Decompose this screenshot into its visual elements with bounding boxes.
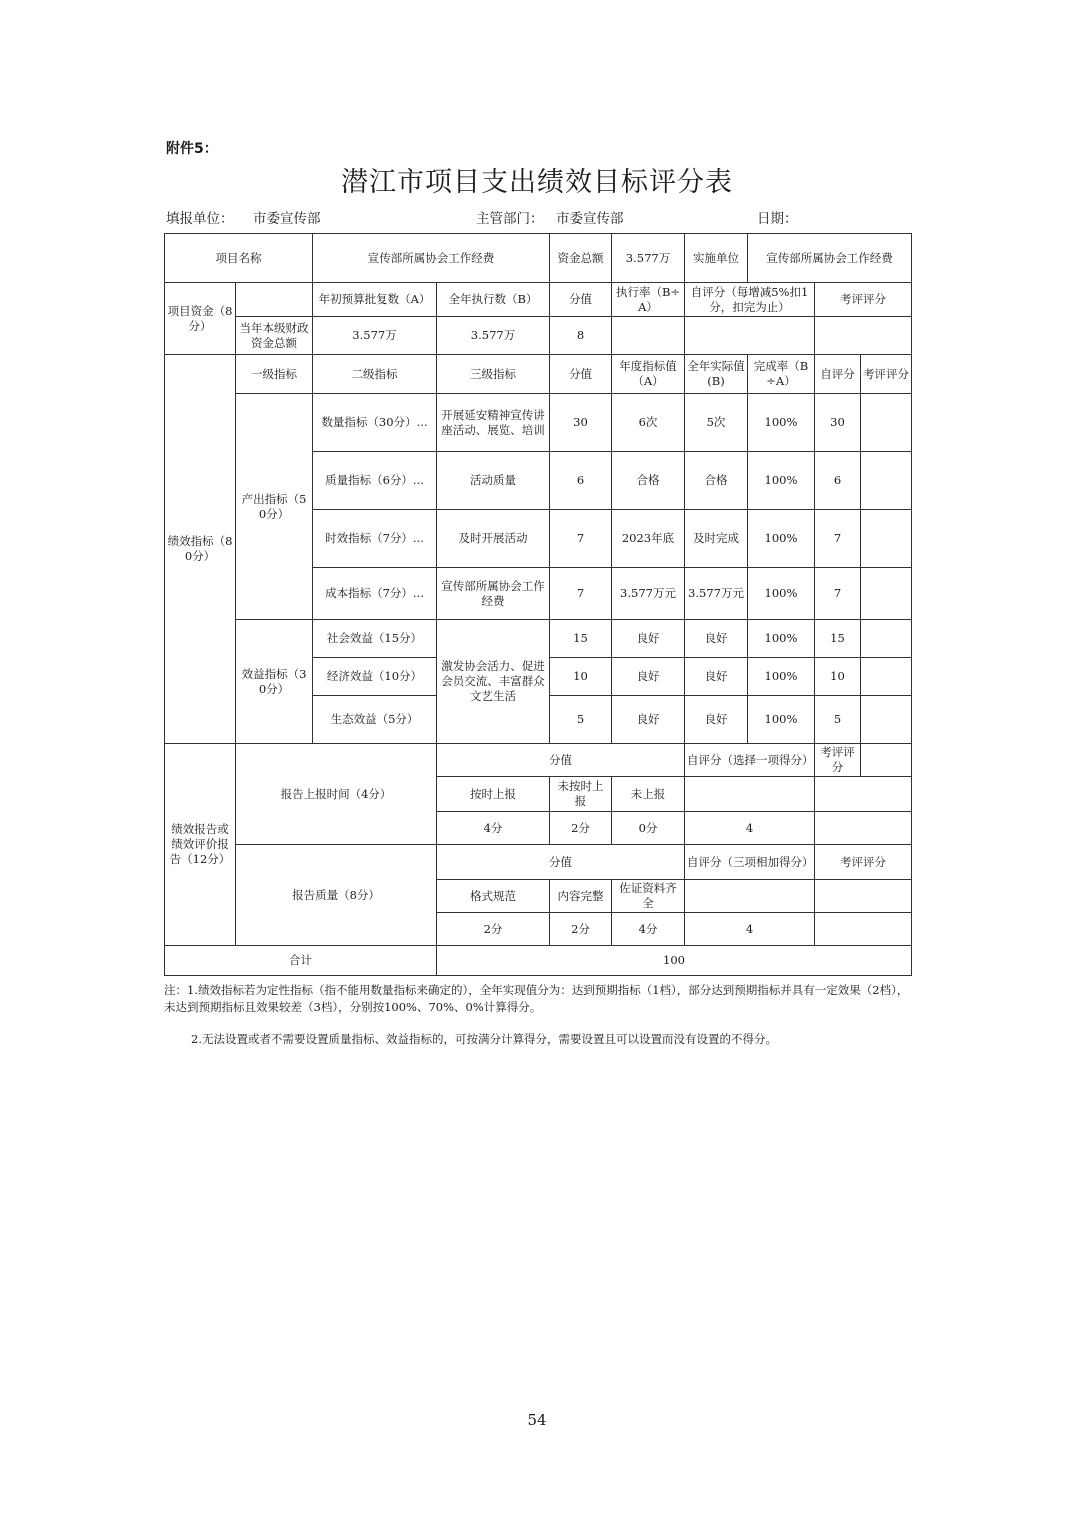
fund-total-label: 资金总额 (550, 234, 612, 283)
score-header: 分值 (550, 355, 612, 394)
level2-header: 二级指标 (313, 355, 437, 394)
impl-unit-label: 实施单位 (685, 234, 748, 283)
project-name-label: 项目名称 (165, 234, 313, 283)
target-cell: 6次 (612, 394, 685, 452)
empty-cell (861, 744, 912, 777)
rt-review-label: 考评评分 (815, 744, 861, 777)
benefit-level3-cell: 激发协会活力、促进会员交流、丰富群众文艺生活 (437, 620, 550, 744)
empty-cell (815, 913, 912, 946)
rt-option-none: 未上报 (612, 777, 685, 812)
rt-score-label: 分值 (437, 744, 685, 777)
empty-cell (685, 317, 815, 355)
benefit-group-label: 效益指标（30分） (236, 620, 313, 744)
self-cell: 7 (815, 568, 861, 620)
review-cell (861, 658, 912, 696)
actual-cell: 良好 (685, 658, 748, 696)
rq-option-content: 内容完整 (550, 880, 612, 913)
col-exec-header: 全年执行数（B） (437, 283, 550, 317)
actual-cell: 良好 (685, 696, 748, 744)
budget-value: 3.577万 (313, 317, 437, 355)
table-row (165, 394, 912, 452)
total-label: 合计 (165, 946, 437, 976)
score-cell: 7 (550, 510, 612, 568)
rq-self-value: 4 (685, 913, 815, 946)
score-cell: 30 (550, 394, 612, 452)
score-table (164, 233, 912, 976)
rt-points-none: 0分 (612, 812, 685, 845)
target-cell: 良好 (612, 696, 685, 744)
empty-cell (685, 880, 815, 913)
actual-cell: 5次 (685, 394, 748, 452)
date-label: 日期： (757, 211, 798, 227)
col-score-header: 分值 (550, 283, 612, 317)
table-row (165, 620, 912, 658)
attachment-label: 附件5： (166, 141, 218, 157)
competent-dept-value: 市委宣传部 (556, 211, 624, 227)
level3-header: 三级指标 (437, 355, 550, 394)
score-cell: 6 (550, 452, 612, 510)
col-self-header: 自评分（每增减5%扣1分，扣完为止） (685, 283, 815, 317)
total-value: 100 (437, 946, 912, 976)
target-cell: 合格 (612, 452, 685, 510)
self-cell: 7 (815, 510, 861, 568)
report-section-label: 绩效报告或绩效评价报告（12分） (165, 744, 236, 946)
rate-cell: 100% (748, 452, 815, 510)
self-header: 自评分 (815, 355, 861, 394)
rate-cell: 100% (748, 620, 815, 658)
empty-cell (815, 317, 912, 355)
level3-cell: 宣传部所属协会工作经费 (437, 568, 550, 620)
target-header: 年度指标值（A） (612, 355, 685, 394)
rt-self-label: 自评分（选择一项得分） (685, 744, 815, 777)
col-budget-header: 年初预算批复数（A） (313, 283, 437, 317)
rt-points-ontime: 4分 (437, 812, 550, 845)
review-cell (861, 568, 912, 620)
rq-option-format: 格式规范 (437, 880, 550, 913)
actual-header: 全年实际值(B) (685, 355, 748, 394)
score-cell: 15 (550, 620, 612, 658)
review-cell (861, 620, 912, 658)
perf-section-label: 绩效指标（80分） (165, 355, 236, 744)
competent-dept-label: 主管部门： (476, 211, 544, 227)
target-cell: 3.577万元 (612, 568, 685, 620)
reporting-unit-label: 填报单位： (166, 211, 234, 227)
empty-cell (236, 283, 313, 317)
empty-cell (685, 777, 815, 812)
footnote-2: 2.无法设置或者不需要设置质量指标、效益指标的，可按满分计算得分，需要设置且可以设置而没有设置的不得分。 (191, 1032, 777, 1046)
actual-cell: 3.577万元 (685, 568, 748, 620)
level2-cell: 经济效益（10分） (313, 658, 437, 696)
rt-option-late: 未按时上报 (550, 777, 612, 812)
rate-cell: 100% (748, 568, 815, 620)
rq-option-evidence: 佐证资料齐全 (612, 880, 685, 913)
page-number: 54 (527, 1411, 547, 1429)
empty-cell (815, 777, 912, 812)
exec-value: 3.577万 (437, 317, 550, 355)
review-cell (861, 394, 912, 452)
actual-cell: 良好 (685, 620, 748, 658)
col-rate-header: 执行率（B÷A） (612, 283, 685, 317)
fiscal-funds-label: 当年本级财政资金总额 (236, 317, 313, 355)
level2-cell: 数量指标（30分）... (313, 394, 437, 452)
target-cell: 2023年底 (612, 510, 685, 568)
empty-cell (815, 812, 912, 845)
rate-cell: 100% (748, 696, 815, 744)
rate-cell: 100% (748, 394, 815, 452)
output-group-label: 产出指标（50分） (236, 394, 313, 620)
empty-cell (612, 317, 685, 355)
rq-points-format: 2分 (437, 913, 550, 946)
report-time-label: 报告上报时间（4分） (236, 744, 437, 845)
actual-cell: 及时完成 (685, 510, 748, 568)
rq-points-content: 2分 (550, 913, 612, 946)
rate-cell: 100% (748, 510, 815, 568)
footnote-1: 注：1.绩效指标若为定性指标（指不能用数量指标来确定的），全年实现值分为：达到预期指标（1档），部分达到预期指标并具有一定效果（2档），未达到预期指标且效果较差（3档），分别按100%、70%、0%计算得分。 (164, 983, 909, 1014)
score-cell: 10 (550, 658, 612, 696)
level2-cell: 社会效益（15分） (313, 620, 437, 658)
rq-self-label: 自评分（三项相加得分） (685, 845, 815, 880)
completion-header: 完成率（B÷A） (748, 355, 815, 394)
review-cell (861, 452, 912, 510)
self-cell: 6 (815, 452, 861, 510)
target-cell: 良好 (612, 658, 685, 696)
level3-cell: 活动质量 (437, 452, 550, 510)
level3-cell: 及时开展活动 (437, 510, 550, 568)
rate-cell: 100% (748, 658, 815, 696)
rt-option-ontime: 按时上报 (437, 777, 550, 812)
target-cell: 良好 (612, 620, 685, 658)
rq-review-label: 考评评分 (815, 845, 912, 880)
report-quality-label: 报告质量（8分） (236, 845, 437, 946)
funds-section-label: 项目资金（8分） (165, 283, 236, 355)
impl-unit-value: 宣传部所属协会工作经费 (748, 234, 912, 283)
self-cell: 10 (815, 658, 861, 696)
rq-score-label: 分值 (437, 845, 685, 880)
level2-cell: 生态效益（5分） (313, 696, 437, 744)
review-cell (861, 510, 912, 568)
level2-cell: 成本指标（7分）... (313, 568, 437, 620)
col-review-header: 考评评分 (815, 283, 912, 317)
reporting-unit-value: 市委宣传部 (253, 211, 321, 227)
page-title: 潜江市项目支出绩效目标评分表 (341, 167, 733, 198)
level2-cell: 质量指标（6分）... (313, 452, 437, 510)
project-name-value: 宣传部所属协会工作经费 (313, 234, 550, 283)
rt-points-late: 2分 (550, 812, 612, 845)
level2-cell: 时效指标（7分）... (313, 510, 437, 568)
score-cell: 7 (550, 568, 612, 620)
level3-cell: 开展延安精神宣传讲座活动、展览、培训 (437, 394, 550, 452)
self-cell: 30 (815, 394, 861, 452)
fund-total-value: 3.577万 (612, 234, 685, 283)
rq-points-evidence: 4分 (612, 913, 685, 946)
actual-cell: 合格 (685, 452, 748, 510)
self-cell: 15 (815, 620, 861, 658)
self-cell: 5 (815, 696, 861, 744)
score-cell: 5 (550, 696, 612, 744)
review-cell (861, 696, 912, 744)
level1-header: 一级指标 (236, 355, 313, 394)
review-header: 考评评分 (861, 355, 912, 394)
empty-cell (815, 880, 912, 913)
fund-score-value: 8 (550, 317, 612, 355)
rt-self-value: 4 (685, 812, 815, 845)
